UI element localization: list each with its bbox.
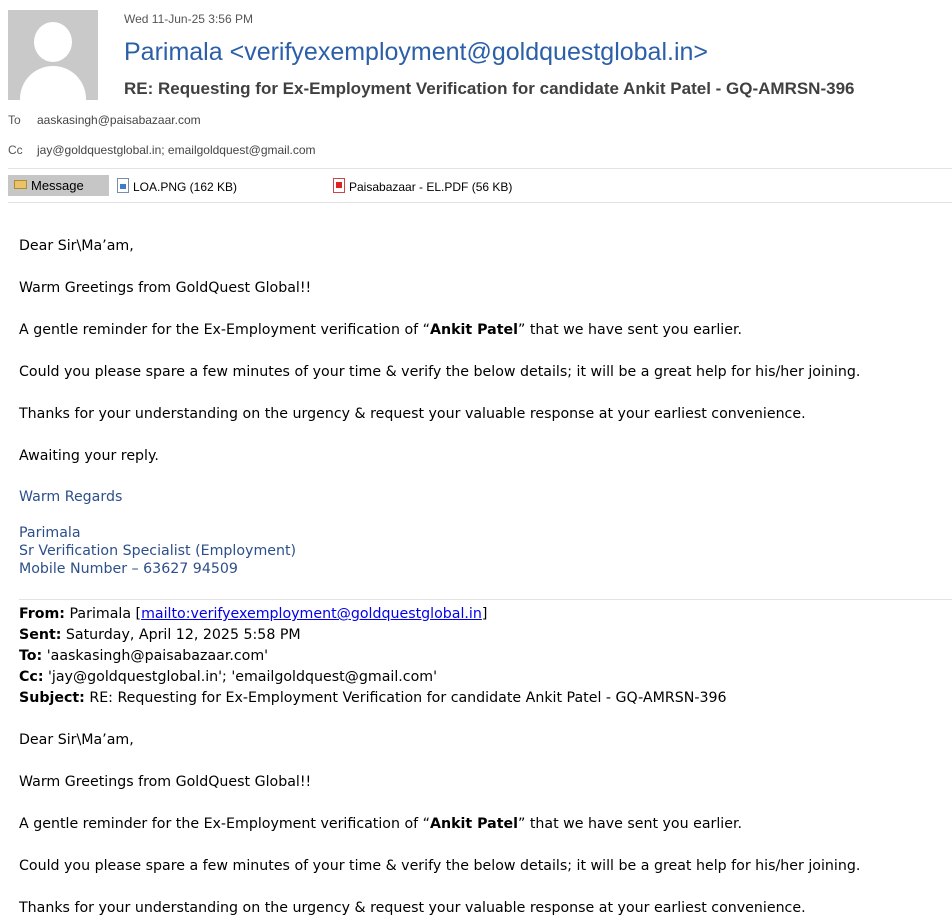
body-reminder (19, 322, 742, 338)
quoted-mailto-link[interactable]: mailto:verifyexemployment@goldquestglobal.in (141, 606, 482, 622)
quoted-warm-greetings: Warm Greetings from GoldQuest Global!! (19, 774, 312, 790)
header-divider (8, 168, 952, 169)
quoted-from-name: Parimala [ (64, 606, 142, 622)
quoted-subject-value: RE: Requesting for Ex-Employment Verification for candidate Ankit Patel - GQ-AMRSN-396 (84, 690, 727, 706)
cc-label: Cc (8, 143, 23, 157)
quoted-from-label: From: (19, 606, 65, 622)
attachment-loa-name: LOA.PNG (162 KB) (133, 180, 238, 194)
attachment-bar (0, 175, 952, 197)
attachment-el-pdf[interactable] (333, 178, 512, 194)
envelope-icon (14, 180, 27, 189)
body-awaiting: Awaiting your reply. (19, 448, 159, 464)
attachment-pdf-name: Paisabazaar - EL.PDF (56 KB) (349, 180, 513, 194)
quoted-candidate-name: Ankit Patel (430, 816, 518, 832)
message-tab[interactable] (8, 175, 109, 196)
quote-divider (19, 599, 952, 600)
attachment-loa[interactable] (117, 178, 237, 194)
body-warm-greetings: Warm Greetings from GoldQuest Global!! (19, 280, 312, 296)
quoted-thanks: Thanks for your understanding on the urgency & request your valuable response at your earliest convenience. (19, 900, 806, 916)
quoted-reminder (19, 816, 742, 832)
candidate-name: Ankit Patel (430, 322, 518, 338)
quoted-reminder-end: ” that we have sent you earlier. (518, 816, 743, 832)
signature-regards: Warm Regards (19, 489, 123, 505)
body-greeting: Dear Sir\Ma’am, (19, 238, 134, 254)
quoted-sent (19, 627, 301, 643)
attachment-divider (8, 202, 952, 203)
quoted-request: Could you please spare a few minutes of your time & verify the below details; it will be a great help for his/her joining. (19, 858, 861, 874)
quoted-subject (19, 690, 727, 706)
reminder-text-end: ” that we have sent you earlier. (518, 322, 743, 338)
sender-avatar (8, 10, 98, 100)
quoted-sent-value: Saturday, April 12, 2025 5:58 PM (61, 627, 301, 643)
quoted-to (19, 648, 268, 664)
body-thanks: Thanks for your understanding on the urgency & request your valuable response at your earliest convenience. (19, 406, 806, 422)
png-file-icon (117, 178, 129, 193)
quoted-from-bracket: ] (481, 606, 488, 622)
received-date: Wed 11-Jun-25 3:56 PM (124, 12, 253, 26)
quoted-to-value: 'aaskasingh@paisabazaar.com' (42, 648, 269, 664)
signature-title: Sr Verification Specialist (Employment) (19, 543, 297, 559)
to-recipients[interactable]: aaskasingh@paisabazaar.com (37, 113, 201, 127)
quoted-greeting: Dear Sir\Ma’am, (19, 732, 134, 748)
reminder-text-start: A gentle reminder for the Ex-Employment verification of “ (19, 322, 431, 338)
pdf-file-icon (333, 178, 345, 193)
avatar-body-shape (20, 66, 86, 100)
message-tab-label: Message (31, 178, 84, 193)
avatar-head-shape (34, 22, 72, 62)
signature-mobile: Mobile Number – 63627 94509 (19, 561, 238, 577)
quoted-reminder-start: A gentle reminder for the Ex-Employment verification of “ (19, 816, 431, 832)
email-subject: RE: Requesting for Ex-Employment Verification for candidate Ankit Patel - GQ-AMRSN-396 (124, 79, 855, 98)
quoted-from (19, 606, 487, 622)
quoted-cc (19, 669, 437, 685)
sender-name[interactable]: Parimala <verifyexemployment@goldquestglobal.in> (124, 38, 709, 66)
quoted-cc-label: Cc: (19, 669, 44, 685)
to-label: To (8, 113, 21, 127)
quoted-to-label: To: (19, 648, 43, 664)
body-request: Could you please spare a few minutes of your time & verify the below details; it will be a great help for his/her joining. (19, 364, 861, 380)
quoted-subject-label: Subject: (19, 690, 85, 706)
signature-name: Parimala (19, 525, 81, 541)
quoted-cc-value: 'jay@goldquestglobal.in'; 'emailgoldquest@gmail.com' (43, 669, 437, 685)
quoted-sent-label: Sent: (19, 627, 62, 643)
email-header (0, 0, 952, 168)
cc-recipients[interactable]: jay@goldquestglobal.in; emailgoldquest@gmail.com (37, 143, 316, 157)
